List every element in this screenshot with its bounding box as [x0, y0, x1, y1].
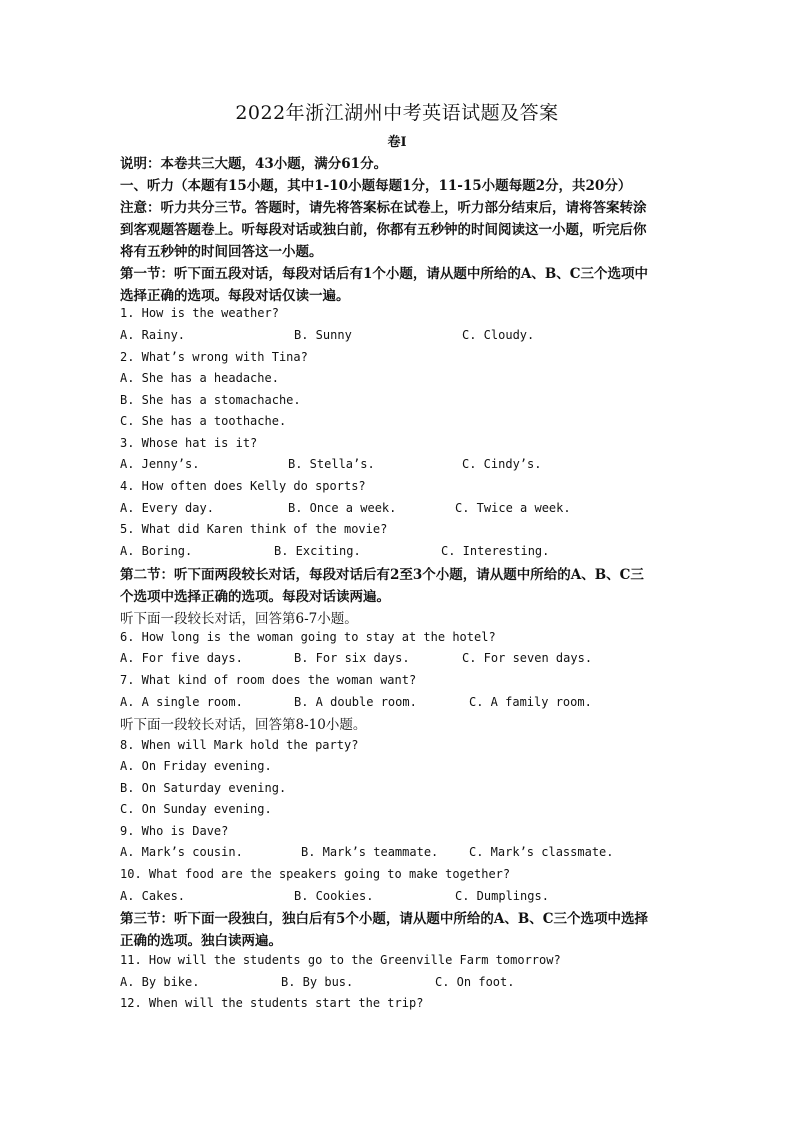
- question-stem: 9. Who is Dave?: [120, 824, 229, 838]
- part3-heading-1: 第三节：听下面一段独白，独白后有5个小题，请从题中所给的A、B、C三个选项中选择: [120, 911, 649, 927]
- page-subtitle: 卷I: [387, 135, 407, 150]
- option-a: A. Cakes.: [120, 889, 186, 903]
- question-stem: 11. How will the students go to the Greenville Farm tomorrow?: [120, 953, 561, 967]
- option-a: A. On Friday evening.: [120, 759, 272, 773]
- option-a: A. Jenny’s.: [120, 457, 200, 471]
- option-c: C. Cloudy.: [462, 328, 535, 342]
- attention-line-2: 到客观题答题卷上。听每段对话或独白前，你都有五秒钟的时间阅读这一小题，听完后你: [120, 222, 647, 238]
- question-stem: 2. What’s wrong with Tina?: [120, 350, 308, 364]
- question-stem: 12. When will the students start the trip?: [120, 996, 424, 1010]
- part2-heading-1: 第二节：听下面两段较长对话，每段对话后有2至3个小题，请从题中所给的A、B、C三: [120, 567, 644, 583]
- option-c: C. On foot.: [435, 975, 515, 989]
- question-stem: 8. When will Mark hold the party?: [120, 738, 359, 752]
- option-a: A. Every day.: [120, 501, 214, 515]
- option-c: C. She has a toothache.: [120, 414, 287, 428]
- option-a: A. For five days.: [120, 651, 243, 665]
- section1-heading: 一、听力（本题有15小题，其中1-10小题每题1分，11-15小题每题2分，共20分）: [120, 178, 632, 194]
- attention-line-3: 将有五秒钟的时间回答这一小题。: [120, 244, 323, 260]
- option-c: C. For seven days.: [462, 651, 593, 665]
- option-b: B. On Saturday evening.: [120, 781, 287, 795]
- option-b: B. For six days.: [294, 651, 410, 665]
- option-a: A. She has a headache.: [120, 371, 279, 385]
- option-a: A. Rainy.: [120, 328, 186, 342]
- option-b: B. Mark’s teammate.: [301, 845, 439, 859]
- option-b: B. Once a week.: [288, 501, 397, 515]
- option-b: B. A double room.: [294, 695, 417, 709]
- option-a: A. By bike.: [120, 975, 200, 989]
- question-stem: 1. How is the weather?: [120, 306, 279, 320]
- question-stem: 7. What kind of room does the woman want?: [120, 673, 417, 687]
- question-stem: 3. Whose hat is it?: [120, 436, 258, 450]
- dialog-instruction: 听下面一段较长对话，回答第6-7小题。: [120, 611, 358, 627]
- option-c: C. Dumplings.: [455, 889, 549, 903]
- option-c: C. Mark’s classmate.: [469, 845, 614, 859]
- part1-heading-1: 第一节：听下面五段对话，每段对话后有1个小题，请从题中所给的A、B、C三个选项中: [120, 266, 649, 282]
- option-a: A. A single room.: [120, 695, 243, 709]
- option-a: A. Mark’s cousin.: [120, 845, 243, 859]
- attention-line-1: 注意：听力共分三节。答题时，请先将答案标在试卷上，听力部分结束后，请将答案转涂: [120, 200, 647, 216]
- option-b: B. Sunny: [294, 328, 352, 342]
- question-stem: 6. How long is the woman going to stay at the hotel?: [120, 630, 496, 644]
- option-b: B. Cookies.: [294, 889, 374, 903]
- dialog-instruction: 听下面一段较长对话，回答第8-10小题。: [120, 717, 367, 733]
- option-b: B. Exciting.: [274, 544, 361, 558]
- intro-note: 说明：本卷共三大题，43小题，满分61分。: [120, 156, 388, 172]
- question-stem: 4. How often does Kelly do sports?: [120, 479, 366, 493]
- option-c: C. Cindy’s.: [462, 457, 542, 471]
- part1-heading-2: 选择正确的选项。每段对话仅读一遍。: [120, 288, 350, 304]
- page-title: 2022年浙江湖州中考英语试题及答案: [235, 102, 559, 124]
- option-b: B. She has a stomachache.: [120, 393, 301, 407]
- option-c: C. Twice a week.: [455, 501, 571, 515]
- option-c: C. A family room.: [469, 695, 592, 709]
- option-a: A. Boring.: [120, 544, 193, 558]
- part2-heading-2: 个选项中选择正确的选项。每段对话读两遍。: [120, 589, 390, 605]
- option-c: C. On Sunday evening.: [120, 802, 272, 816]
- question-stem: 10. What food are the speakers going to make together?: [120, 867, 511, 881]
- option-b: B. By bus.: [281, 975, 354, 989]
- part3-heading-2: 正确的选项。独白读两遍。: [120, 933, 282, 949]
- option-c: C. Interesting.: [441, 544, 550, 558]
- question-stem: 5. What did Karen think of the movie?: [120, 522, 388, 536]
- option-b: B. Stella’s.: [288, 457, 375, 471]
